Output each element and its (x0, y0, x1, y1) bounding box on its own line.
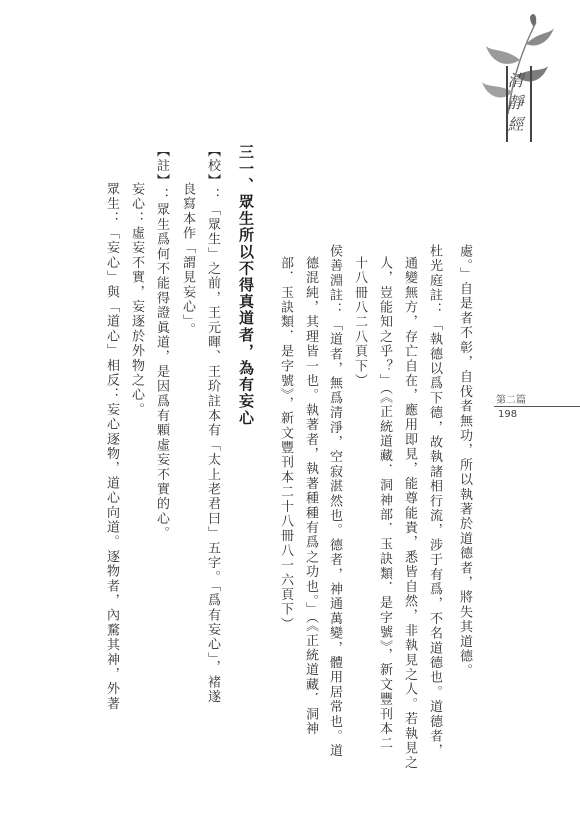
text-column: 部．玉訣類．是字號》，新文豐刊本二十八冊八一六頁下） (278, 256, 293, 632)
section-heading: 三一、眾生所以不得真道者，為有妄心 (237, 144, 255, 427)
annotation-note: 眾生：「妄心」與「道心」相反：妄心逐物，道心向道。逐物者，內騖其神，外著 (104, 182, 119, 712)
annotation-note: 【註】：眾生爲何不能得證眞道，是因爲有顆虛妄不實的心。 (154, 144, 169, 541)
annotation-note: 妄心：虛妄不實，妄逐於外物之心。 (129, 182, 144, 418)
text-column: 處。」自是者不彰，自伐者無功，所以執著於道德者，將失其道德。 (457, 244, 472, 679)
series-title: 清靜經 (505, 72, 524, 138)
header-rule (494, 406, 580, 407)
text-column: 人，豈能知之乎？」（《正統道藏．洞神部．玉訣類．是字號》，新文豐刊本二 (377, 256, 392, 751)
text-column: 十八冊八二八頁下） (352, 256, 367, 389)
collation-note: 【校】：「眾生」之前，王元暉、王玠註本有「太上老君曰」五字。「爲有妄心」，褚遂 (205, 144, 220, 705)
collation-note: 良寫本作「謂見妄心」。 (180, 182, 195, 338)
chapter-label: 第二篇 (496, 395, 526, 406)
text-column: 杜光庭註：「執德以爲下德，故執諸相行流，涉于有爲，不名道德也。道德者， (427, 244, 442, 759)
text-column: 通變無方，存亡自在，應用即見，能尊能貴，悉皆自然，非執見之人。若執見之 (402, 256, 417, 771)
text-column: 侯善淵註：「道者，無爲清淨，空寂湛然也。德者，神通萬變，體用居常也。道 (327, 244, 342, 759)
page-number: 198 (498, 409, 518, 420)
text-column: 德混純，其理皆一也。執著者，執著種種有爲之功也。」（《正統道藏．洞神 (303, 256, 318, 737)
